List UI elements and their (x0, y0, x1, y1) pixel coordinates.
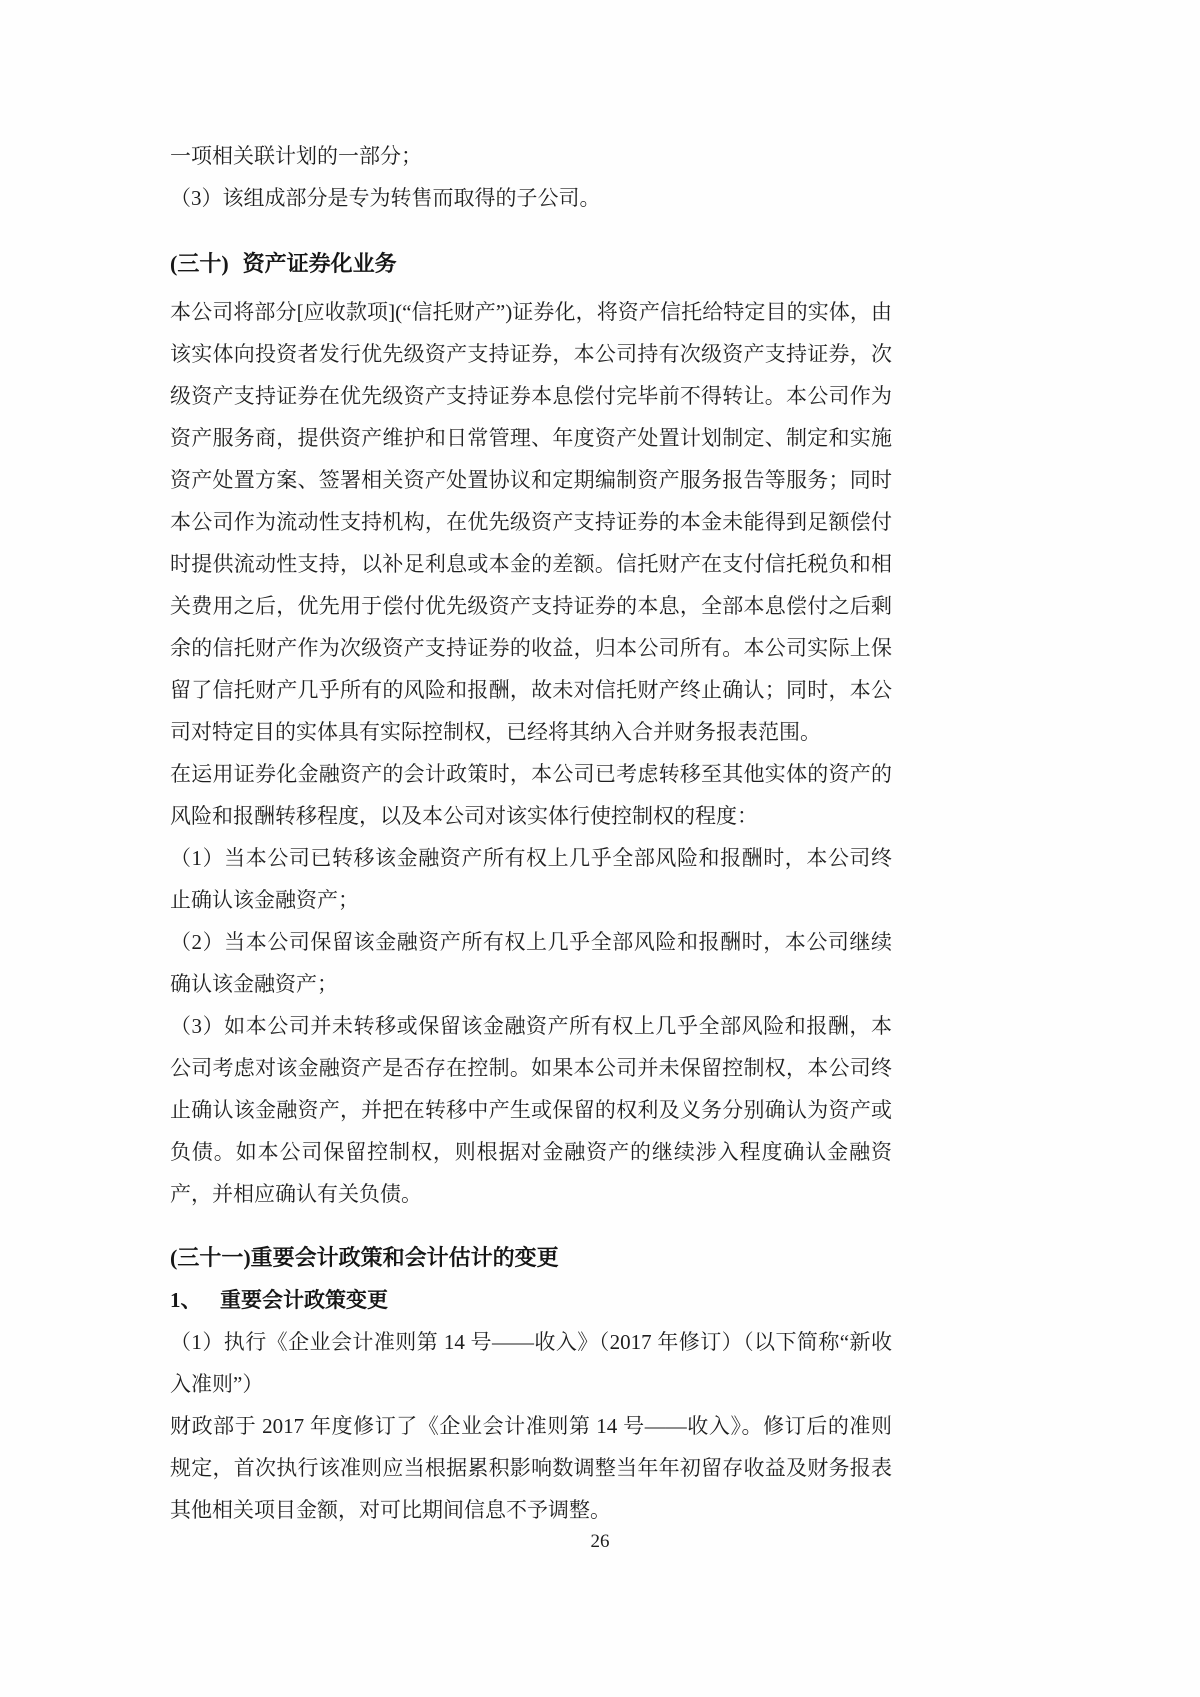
section-31-title: 重要会计政策和会计估计的变更 (250, 1245, 559, 1270)
section-30-list-item: （1）当本公司已转移该金融资产所有权上几乎全部风险和报酬时，本公司终止确认该金融资产； (170, 846, 892, 912)
section-30-list-item: （3）如本公司并未转移或保留该金融资产所有权上几乎全部风险和报酬，本公司考虑对该金融资产是否存在控制。如果本公司并未保留控制权，本公司终止确认该金融资产，并把在转移中产生或保留的权利及义务分别确认为资产或负债。如本公司保留控制权，则根据对金融资产的继续涉入程度确认金融资产，并相应确认有关负债。 (170, 1014, 892, 1206)
subheading-number: 1、 (170, 1288, 202, 1312)
section-30-list-item: （2）当本公司保留该金融资产所有权上几乎全部风险和报酬时，本公司继续确认该金融资产； (170, 930, 892, 996)
section-30-paragraph: 在运用证券化金融资产的会计政策时，本公司已考虑转移至其他实体的资产的风险和报酬转移程度，以及本公司对该实体行使控制权的程度： (170, 762, 892, 828)
policy-change-subheading (170, 1279, 958, 1321)
section-30-paragraph: 本公司将部分[应收款项](“信托财产”)证券化，将资产信托给特定目的实体，由该实体向投资者发行优先级资产支持证券，本公司持有次级资产支持证券，次级资产支持证券在优先级资产支持证券本息偿付完毕前不得转让。本公司作为资产服务商，提供资产维护和日常管理、年度资产处置计划制定、制定和实施资产处置方案、签署相关资产处置协议和定期编制资产服务报告等服务；同时本公司作为流动性支持机构，在优先级资产支持证券的本金未能得到足额偿付时提供流动性支持，以补足利息或本金的差额。信托财产在支付信托税负和相关费用之后，优先用于偿付优先级资产支持证券的本息，全部本息偿付之后剩余的信托财产作为次级资产支持证券的收益，归本公司所有。本公司实际上保留了信托财产几乎所有的风险和报酬，故未对信托财产终止确认；同时，本公司对特定目的实体具有实际控制权，已经将其纳入合并财务报表范围。 (170, 300, 892, 744)
subheading-title: 重要会计政策变更 (220, 1288, 388, 1312)
document-content (170, 135, 958, 1531)
section-30-title: 资产证券化业务 (242, 251, 397, 276)
page-number: 26 (590, 1531, 610, 1552)
section-31-label: (三十一) (170, 1245, 251, 1270)
section-31-heading (170, 1237, 958, 1279)
section-30-heading (170, 243, 958, 285)
section-31-paragraph: （1）执行《企业会计准则第 14 号——收入》（2017 年修订）（以下简称“新收入准则”） (170, 1330, 892, 1396)
intro-line: 一项相关联计划的一部分； (170, 144, 422, 168)
section-31-paragraph: 财政部于 2017 年度修订了《企业会计准则第 14 号——收入》。修订后的准则规定，首次执行该准则应当根据累积影响数调整当年年初留存收益及财务报表其他相关项目金额，对可比期间信息不予调整。 (170, 1414, 892, 1522)
intro-line: （3）该组成部分是专为转售而取得的子公司。 (170, 186, 601, 210)
section-30-label: (三十) (170, 251, 229, 276)
